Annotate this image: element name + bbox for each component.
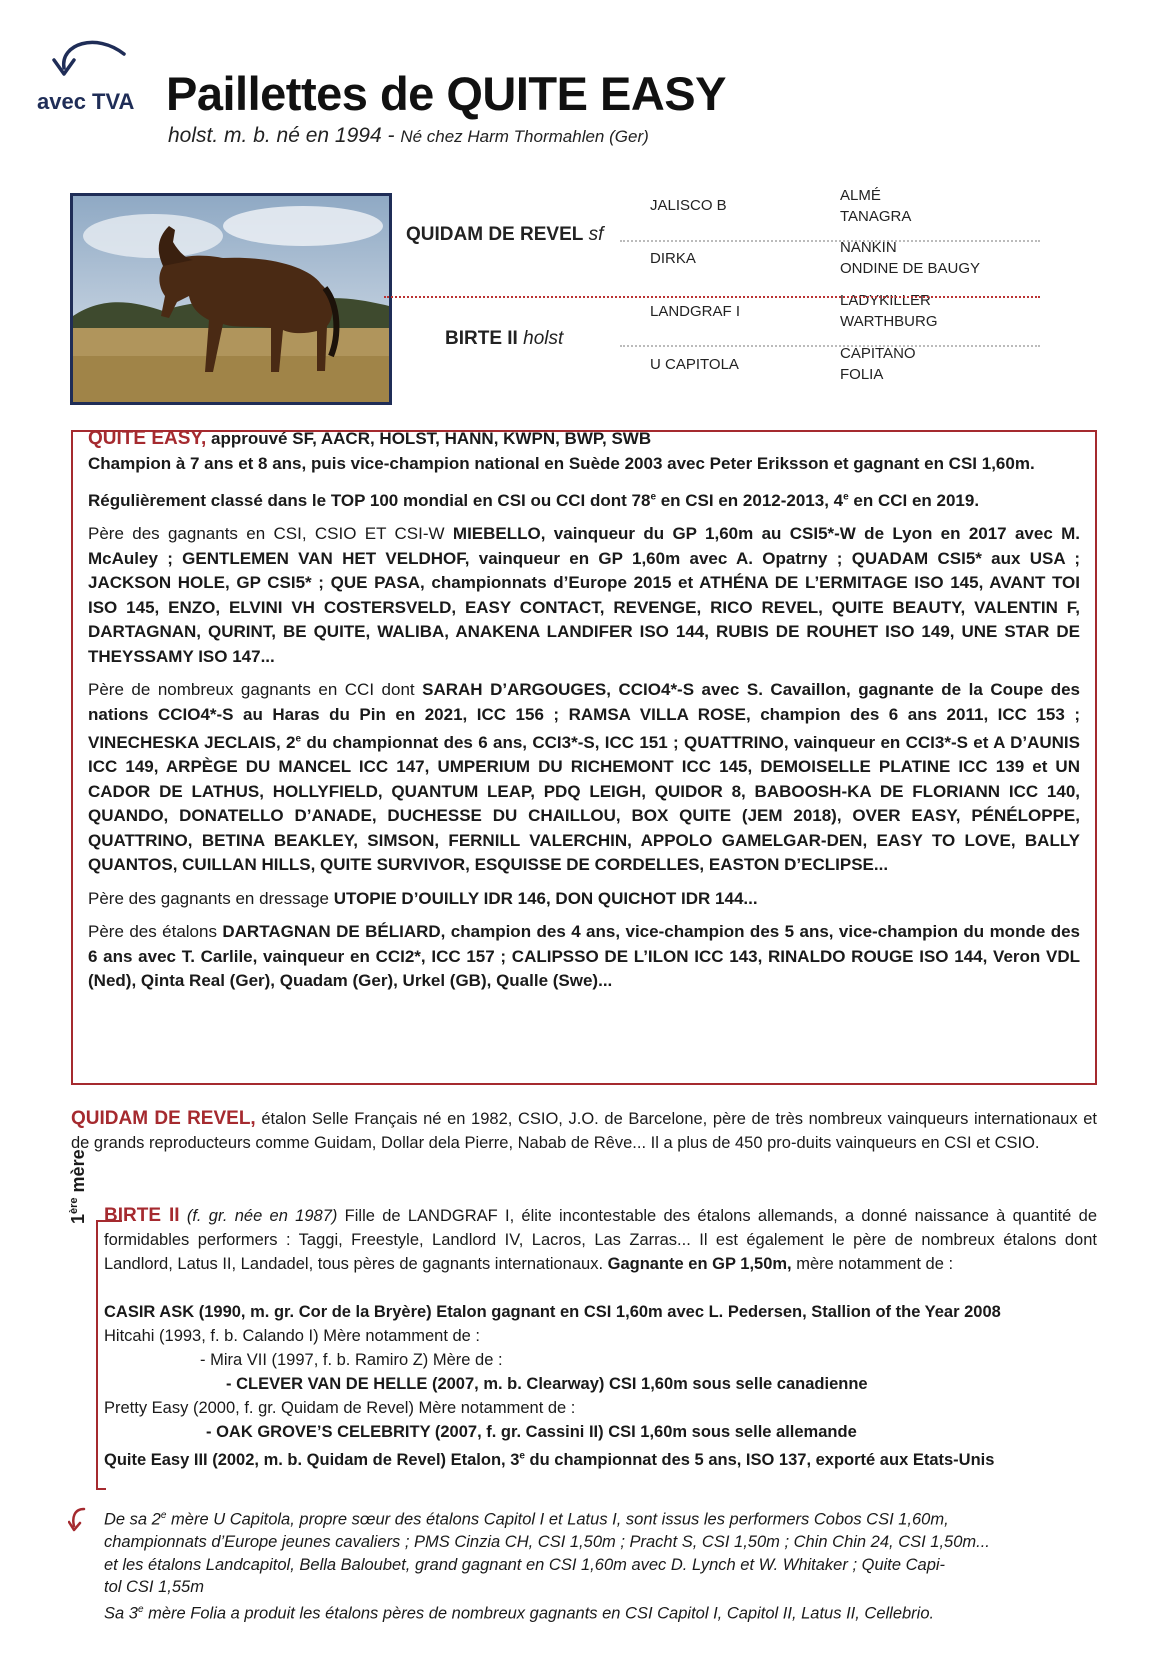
footer-line: championnats d’Europe jeunes cavaliers ; PMS Cinzia CH, CSI 1,50m ; Pracht S, CSI 1,50m ; Chin Chin 24, CSI 1,50m...	[104, 1533, 990, 1551]
grandparent-1: JALISCO B	[650, 197, 727, 214]
vat-label: avec TVA	[37, 89, 135, 114]
clever-text: - CLEVER VAN DE HELLE (2007, m. b. Clearway) CSI 1,60m sous selle canadienne	[226, 1375, 868, 1393]
stallion-offspring	[88, 920, 1080, 994]
subtitle-breeder: Né chez Harm Thormahlen (Ger)	[400, 127, 649, 146]
subtitle	[168, 124, 649, 148]
dressage-intro: Père des gagnants en dressage	[88, 888, 334, 908]
footer-text: Sa 3	[104, 1604, 138, 1622]
top100-text	[88, 485, 1080, 513]
stallions-intro: Père des étalons	[88, 922, 223, 942]
birte-name: BIRTE II	[104, 1205, 180, 1226]
top100-part: Régulièrement classé dans le TOP 100 mondial en CSI ou CCI dont 78	[88, 490, 651, 510]
quite-easy-approvals: approuvé SF, AACR, HOLST, HANN, KWPN, BWP, SWB	[210, 429, 652, 448]
birte-tail: mère notamment de :	[791, 1255, 954, 1273]
footer-line	[104, 1505, 1104, 1531]
footer-line: tol CSI 1,55m	[104, 1578, 204, 1596]
approvals-line	[88, 427, 1080, 452]
superscript: e	[137, 1603, 144, 1615]
dam-bracket-line	[96, 1488, 106, 1490]
footer-text: mère U Capitola, propre sœur des étalons Capitol I et Latus I, sont issus les performers Cobos CSI 1,60m,	[166, 1510, 949, 1529]
footer-text: mère Folia a produit les étalons pères de nombreux gagnants en CSI Capitol I, Capitol II, Latus II, Cellebrio.	[143, 1604, 935, 1622]
pedigree-divider	[620, 345, 1040, 347]
dam-name: BIRTE II	[445, 328, 518, 349]
quite-easy-box	[71, 430, 1097, 1085]
page-title: Paillettes de QUITE EASY	[166, 67, 727, 120]
dressage-winners	[88, 887, 1080, 912]
footer-line: et les étalons Landcapitol, Bella Baloubet, grand gagnant en CSI 1,60m avec D. Lynch et W. Whitaker ; Quite Capi-	[104, 1555, 946, 1574]
horse-photo	[70, 193, 392, 405]
great-grandparent-2: TANAGRA	[840, 208, 912, 225]
oak-text: - OAK GROVE’S CELEBRITY (2007, f. gr. Cassini II) CSI 1,60m sous selle allemande	[206, 1423, 857, 1441]
birte-birth: (f. gr. née en 1987)	[186, 1207, 338, 1225]
quite3-text: Quite Easy III (2002, m. b. Quidam de Revel) Etalon, 3	[104, 1450, 520, 1469]
great-grandparent-7: CAPITANO	[840, 345, 916, 362]
oak-line	[206, 1420, 857, 1444]
pedigree-divider-main	[384, 296, 1040, 298]
superscript: e	[295, 733, 302, 745]
sire-breed: sf	[588, 224, 604, 245]
cci-list: du championnat des 6 ans, CCI3*-S, ICC 151 ; QUATTRINO, vainqueur en CCI3*-S et A D’AUNIS ICC 149, ARPÈGE DU MANCEL ICC 147, UMPERIUM DU RICHEMONT ICC 145, DEMOISELLE PLATINE ICC 139 et UN CADOR DE LATHUS, HOLLYFIELD, QUANTUM LEAP, PDQ LEIGH, QUIDOR 8, BABOOSH-KA DE FLORIANN ICC 140, QUANDO, DONATELLO D’ANADE, DUCHESSE DU CHAILLOU, BOX QUITE (JEM 2018), OVER EASY, PÉNÉLOPPE, QUATTRINO, BETINA BEAKLEY, SIMSON, FERNILL VALERCHIN, APPOLO GAMELGAR-DEN, EASY TO LOVE, BALLY QUANTOS, CUILLAN HILLS, QUITE SURVIVOR, ESQUISSE DE CORDELLES, EASTON D’ECLIPSE...	[88, 732, 1080, 875]
dam-bracket-line	[96, 1220, 98, 1490]
superscript: e	[650, 491, 656, 502]
pedigree-sire	[406, 224, 603, 246]
birte-gp: Gagnante en GP 1,50m,	[607, 1255, 792, 1273]
footer-line	[104, 1599, 1104, 1625]
cci-list: SARAH D’ARGOUGES, CCIO4*-S avec S. Cavaillon, gagnante de la Coupe des nations CCIO4*-S au Haras du Pin en 2021, ICC 156 ; RAMSA VILLA ROSE, champion des 6 ans 2011, ICC 153 ; VINECHESKA JECLAIS, 2	[88, 680, 1080, 752]
great-grandparent-5: LADYKILLER	[840, 292, 931, 309]
return-arrow-icon	[68, 1506, 90, 1536]
dam-breed: holst	[523, 328, 564, 349]
great-grandparent-8: FOLIA	[840, 366, 884, 383]
quite-easy-name: QUITE EASY,	[88, 428, 207, 449]
cci-winners	[88, 678, 1080, 878]
subtitle-main: holst. m. b. né en 1994 -	[168, 124, 395, 147]
cci-intro: Père de nombreux gagnants en CCI dont	[88, 680, 423, 700]
mira-line: - Mira VII (1997, f. b. Ramiro Z) Mère de :	[200, 1351, 503, 1369]
quidam-name: QUIDAM DE REVEL,	[71, 1108, 256, 1129]
quidam-text: étalon Selle Français né en 1982, CSIO, J.O. de Barcelone, père de très nombreux vainqueurs internationaux et de grands reproducteurs comme Guidam, Dollar dela Pierre, Nabab de Rêve... Il a plus de 450 pro-duits vainqueurs en CSI et CSIO.	[71, 1110, 1097, 1152]
stallions-list: DARTAGNAN DE BÉLIARD, champion des 4 ans, vice-champion des 5 ans, vice-champion du monde des 6 ans avec T. Carlile, vainqueur en CCI2*, ICC 157 ; CALIPSSO DE L’ILON ICC 143, RINALDO ROUGE ISO 144, Veron VDL (Ned), Qinta Real (Ger), Quadam (Ger), Urkel (GB), Qualle (Swe)...	[88, 922, 1080, 991]
footer-text: De sa 2	[104, 1510, 161, 1529]
footer-notes	[104, 1505, 1104, 1625]
first-dam-label	[68, 1149, 89, 1224]
champion-text	[88, 452, 1080, 477]
great-grandparent-1: ALMÉ	[840, 187, 881, 204]
top100-part: en CSI en 2012-2013, 4	[656, 490, 844, 510]
quidam-section	[71, 1107, 1097, 1155]
birte-text: Fille de LANDGRAF I, élite incontestable des étalons allemands, a donné naissance à quantité de formidables performers : Taggi, Freestyle, Landlord IV, Lacros, Las Zarras... Il est également le père de nombreux étalons dont Landlord, Latus II, Landadel, tous pères de gagnants internationaux.	[104, 1207, 1097, 1273]
curved-arrow-icon	[52, 30, 132, 82]
grandparent-2: DIRKA	[650, 250, 696, 267]
csi-winners	[88, 522, 1080, 669]
superscript: ère	[68, 1197, 80, 1214]
clever-line	[226, 1372, 868, 1396]
grandparent-4: U CAPITOLA	[650, 356, 739, 373]
casir-text: CASIR ASK (1990, m. gr. Cor de la Bryère) Etalon gagnant en CSI 1,60m avec L. Pedersen, Stallion of the Year 2008	[104, 1303, 1001, 1321]
first-dam-word: mère	[68, 1149, 88, 1198]
great-grandparent-3: NANKIN	[840, 239, 897, 256]
csi-intro: Père des gagnants en CSI, CSIO ET CSI-W	[88, 524, 453, 544]
great-grandparent-4: ONDINE DE BAUGY	[840, 260, 981, 277]
superscript: e	[843, 491, 849, 502]
superscript: e	[519, 1450, 525, 1461]
pretty-line: Pretty Easy (2000, f. gr. Quidam de Revel) Mère notamment de :	[104, 1399, 576, 1417]
top100-part: en CCI en 2019.	[848, 490, 980, 510]
horse-illustration	[73, 196, 389, 402]
grandparent-3: LANDGRAF I	[650, 303, 741, 320]
dressage-list: UTOPIE D’OUILLY IDR 146, DON QUICHOT IDR 144...	[333, 888, 758, 908]
csi-list: MIEBELLO, vainqueur du GP 1,60m au CSI5*-W de Lyon en 2017 avec M. McAuley ; GENTLEMEN VAN HET VELDHOF, vainqueur en GP 1,60m avec A. Opatrny ; QUADAM CSI5* aux USA ; JACKSON HOLE, GP CSI5* ; QUE PASA, championnats d’Europe 2015 et ATHÉNA DE L’ERMITAGE ISO 145, AVANT TOI ISO 145, ENZO, ELVINI VH COSTERSVELD, EASY CONTACT, REVENGE, RICO REVEL, QUITE BEAUTY, VALENTIN F, DARTAGNAN, QURINT, BE QUITE, WALIBA, ANAKENA LANDIFER ISO 144, RUBIS DE ROUHET ISO 149, UNE STAR DE THEYSSAMY ISO 147...	[88, 524, 1080, 666]
pedigree-divider	[620, 240, 1040, 242]
quite3-text: du championnat des 5 ans, ISO 137, exporté aux Etats-Unis	[524, 1450, 995, 1469]
pedigree-dam	[445, 328, 563, 350]
sire-name: QUIDAM DE REVEL	[406, 224, 584, 245]
quite-easy-iii-line	[104, 1444, 994, 1472]
first-dam-num: 1	[68, 1213, 88, 1224]
hitcahi-line: Hitcahi (1993, f. b. Calando I) Mère notamment de :	[104, 1327, 481, 1345]
superscript: e	[160, 1510, 167, 1521]
birte-section	[104, 1204, 1097, 1276]
casir-line	[104, 1300, 1104, 1324]
great-grandparent-6: WARTHBURG	[840, 313, 938, 330]
champion-bold: Champion à 7 ans et 8 ans, puis vice-champion national en Suède 2003 avec Peter Eriksson et gagnant en CSI 1,60m.	[88, 453, 1035, 473]
